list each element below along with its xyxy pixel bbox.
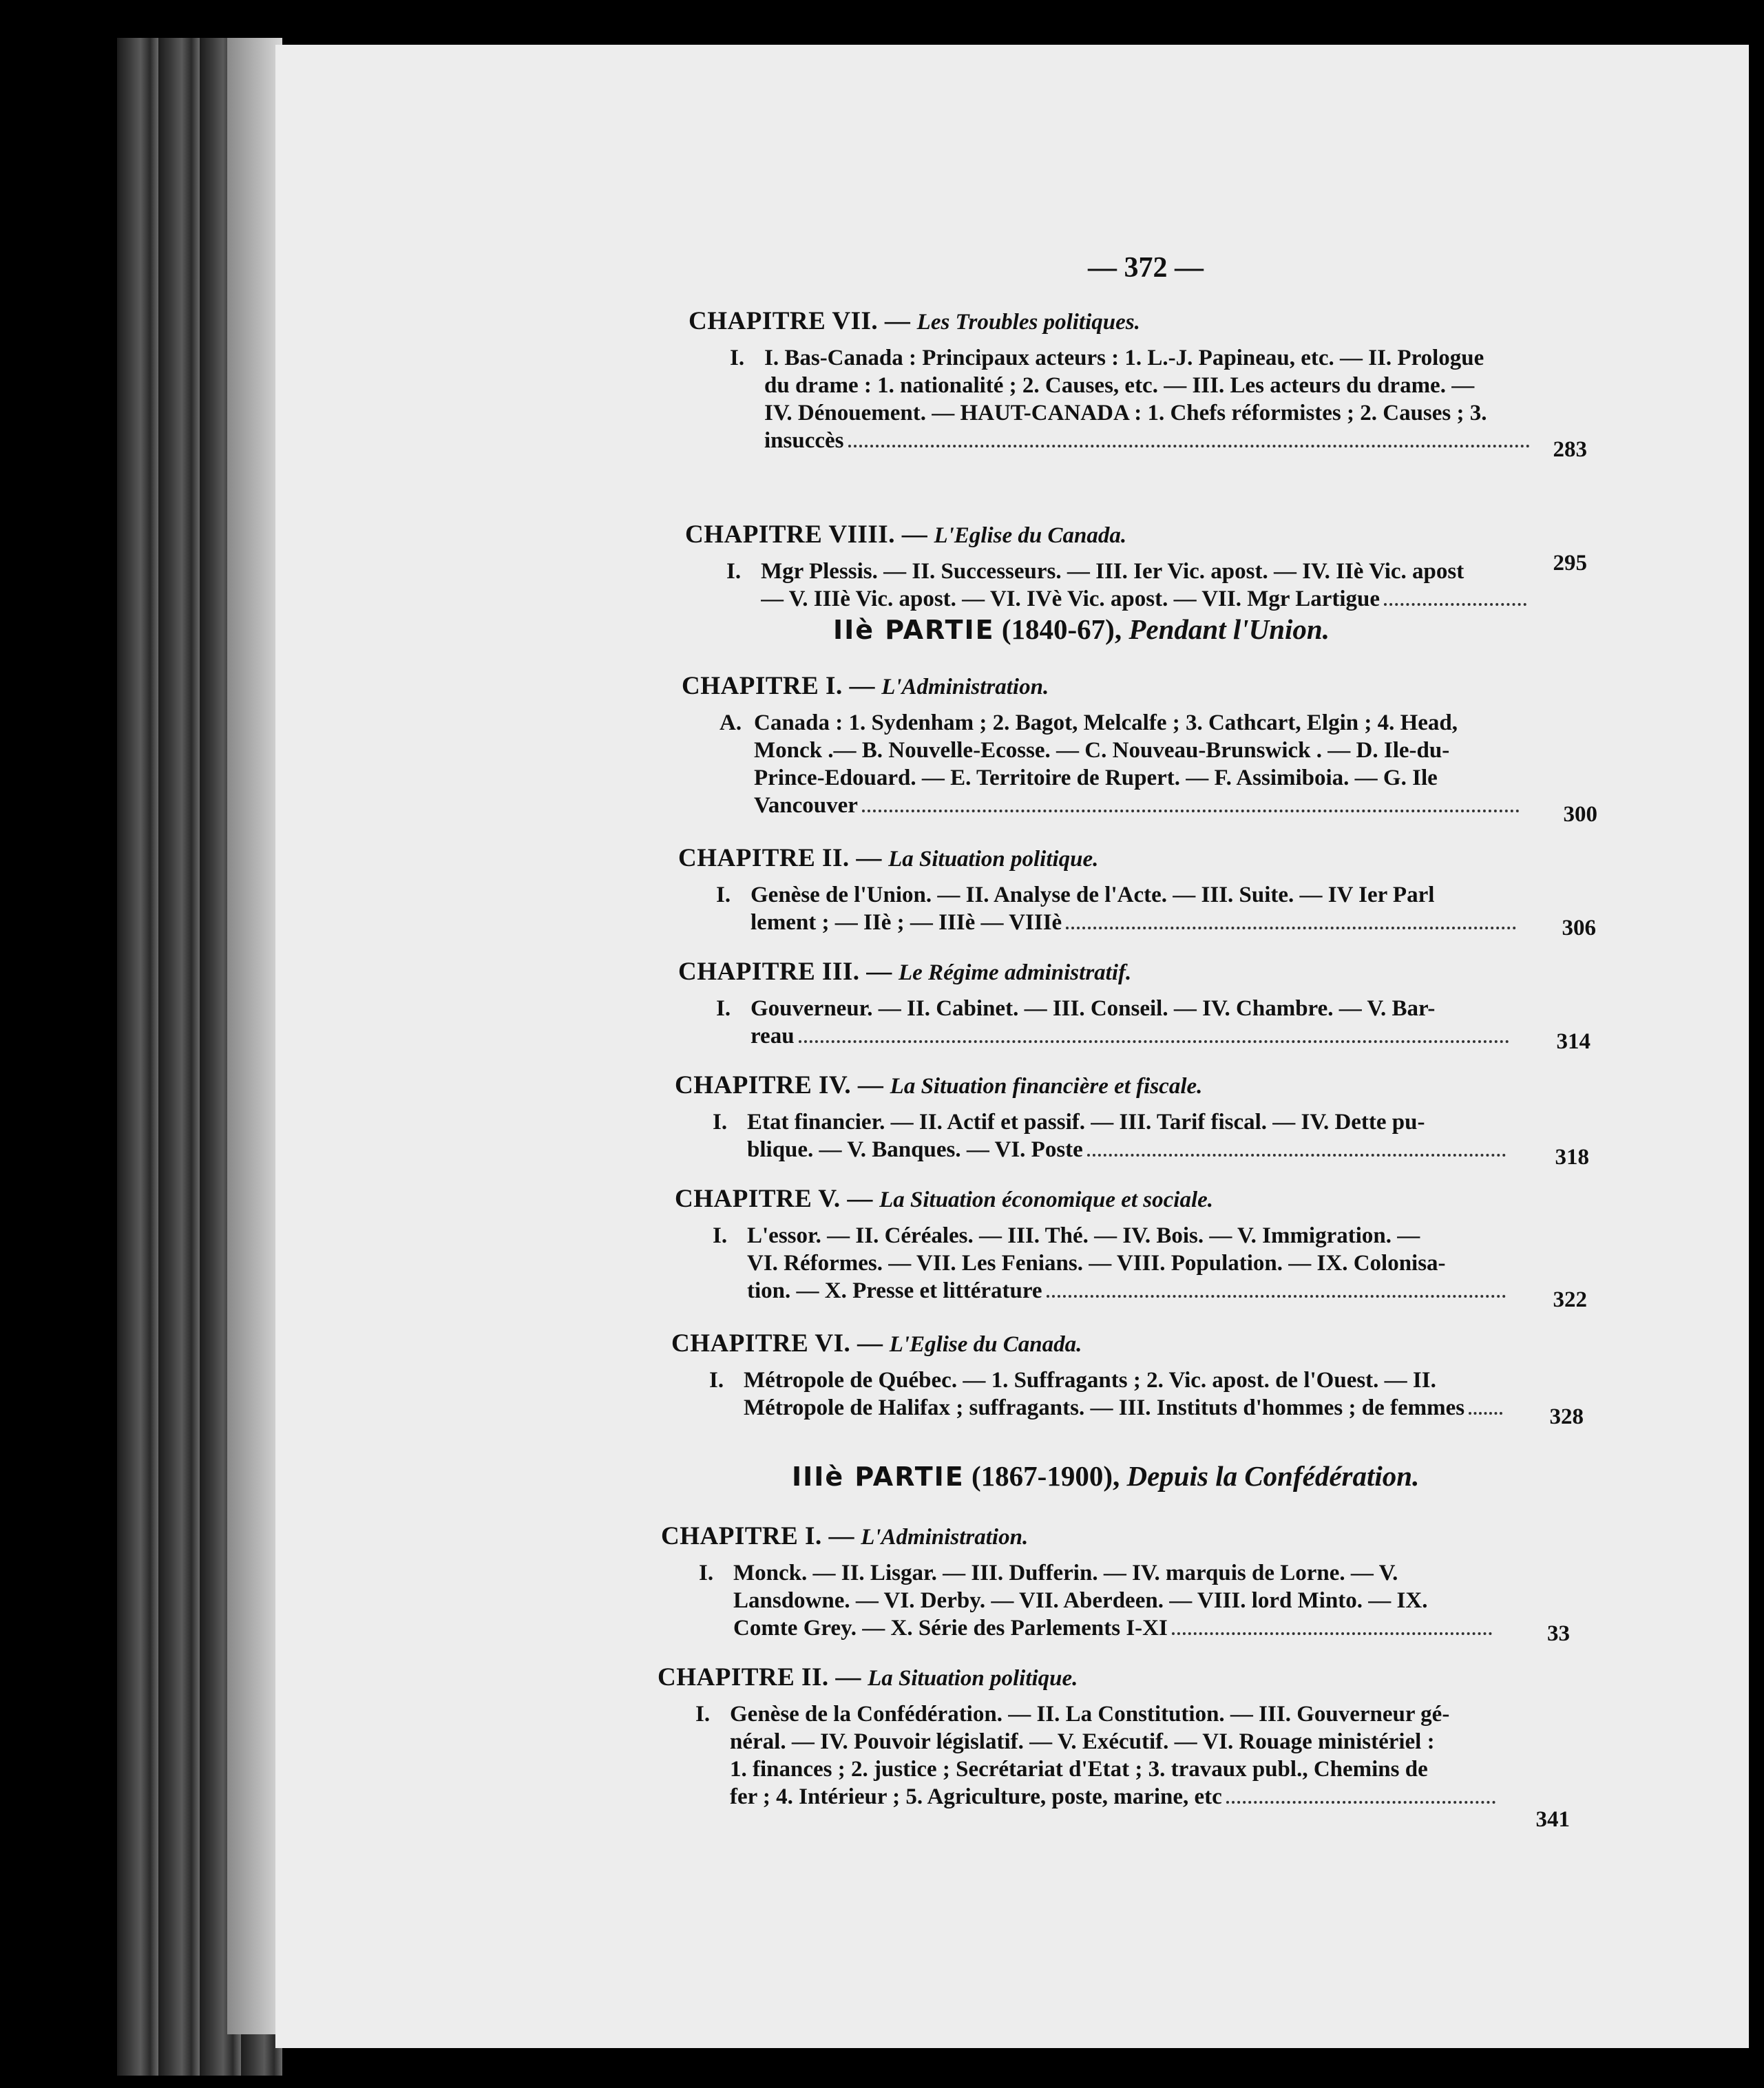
chapter-heading — [689, 306, 1140, 336]
chapter-heading — [671, 1329, 1082, 1358]
entry-text — [744, 1367, 1508, 1422]
entry-line: Genèse de la Confédération. — II. La Constitution. — III. Gouverneur gé- — [730, 1702, 1450, 1727]
dot-leader — [1066, 909, 1516, 929]
chapter-heading — [658, 1663, 1078, 1692]
chapter-label: CHAPITRE IV. — — [675, 1071, 884, 1099]
entry-line: Lansdowne. — VI. Derby. — VII. Aberdeen. — VIII. lord Minto. — IX. — [733, 1588, 1428, 1613]
page-reference: 283 — [1553, 437, 1587, 462]
entry-line: Monck .— B. Nouvelle-Ecosse. — C. Nouveau-Brunswick . — D. Ile-du- — [754, 738, 1450, 763]
dot-leader — [1087, 1136, 1506, 1157]
chapter-label: CHAPITRE III. — — [678, 958, 892, 986]
chapter-heading — [678, 843, 1098, 873]
entry-number: I. — [709, 1368, 724, 1393]
page-edges — [227, 38, 282, 2034]
entry-text — [761, 558, 1532, 613]
part-title: Pendant l'Union. — [1128, 613, 1330, 645]
page-reference: 341 — [1535, 1807, 1570, 1832]
entry-line-text: insuccès — [764, 428, 844, 453]
page-reference: 314 — [1556, 1029, 1590, 1054]
entry-text — [750, 995, 1515, 1050]
entry-number: A. — [720, 710, 742, 735]
part-name: IIè PARTIE — [833, 615, 995, 645]
chapter-title: L'Administration. — [861, 1525, 1029, 1550]
entry-line: Canada : 1. Sydenham ; 2. Bagot, Melcalfe ; 3. Cathcart, Elgin ; 4. Head, — [754, 710, 1458, 735]
entry-line: VI. Réformes. — VII. Les Fenians. — VIII. Population. — IX. Colonisa- — [747, 1251, 1446, 1276]
part-years: (1840-67), — [1001, 613, 1122, 645]
chapter-heading — [675, 1071, 1202, 1100]
part-title: Depuis la Confédération. — [1126, 1460, 1420, 1492]
entry-number: I. — [730, 346, 745, 370]
dot-leader — [1469, 1394, 1502, 1415]
entry-line: néral. — IV. Pouvoir législatif. — V. Exécutif. — VI. Rouage ministériel : — [730, 1729, 1435, 1754]
part-name: IIIè PARTIE — [792, 1462, 965, 1492]
entry-line: Monck. — II. Lisgar. — III. Dufferin. — IV. marquis de Lorne. — V. — [733, 1561, 1398, 1585]
chapter-label: CHAPITRE VII. — — [689, 307, 911, 335]
chapter-title: La Situation politique. — [868, 1666, 1078, 1691]
entry-number: I. — [695, 1702, 711, 1727]
entry-line-text: Métropole de Halifax ; suffragants. — III. Instituts d'hommes ; de femmes — [744, 1395, 1465, 1420]
entry-line: Etat financier. — II. Actif et passif. — III. Tarif fiscal. — IV. Dette pu- — [747, 1110, 1425, 1135]
entry-line-text: blique. — V. Banques. — VI. Poste — [747, 1137, 1083, 1162]
entry-text — [754, 709, 1525, 819]
entry-line — [764, 427, 1535, 454]
entry-line: Mgr Plessis. — II. Successeurs. — III. Ier Vic. apost. — IV. IIè Vic. apost — [761, 559, 1464, 584]
entry-line: Métropole de Québec. — 1. Suffragants ; 2. Vic. apost. de l'Ouest. — II. — [744, 1368, 1436, 1393]
page-reference: 306 — [1562, 916, 1596, 940]
chapter-heading — [685, 520, 1126, 549]
entry-line-text: — V. IIIè Vic. apost. — VI. IVè Vic. apost. — VII. Mgr Lartigue — [761, 587, 1380, 611]
entry-line — [744, 1394, 1508, 1422]
dot-leader — [799, 1022, 1509, 1043]
dot-leader — [1047, 1277, 1506, 1298]
page-reference: 300 — [1563, 802, 1597, 827]
page-reference: 318 — [1555, 1145, 1589, 1170]
entry-line: Genèse de l'Union. — II. Analyse de l'Acte. — III. Suite. — IV Ier Parl — [750, 883, 1435, 907]
entry-text — [747, 1108, 1511, 1163]
dot-leader — [1384, 585, 1526, 606]
page-reference: 295 — [1553, 551, 1587, 576]
entry-line — [754, 792, 1525, 819]
chapter-title: Le Régime administratif. — [899, 960, 1132, 985]
chapter-title: La Situation économique et sociale. — [879, 1188, 1214, 1212]
entry-line-text: lement ; — IIè ; — IIIè — VIIIè — [750, 910, 1062, 935]
entry-text — [747, 1222, 1511, 1305]
dot-leader — [1172, 1614, 1492, 1635]
page-reference: 33 — [1547, 1621, 1570, 1646]
entry-line-text: reau — [750, 1024, 795, 1048]
entry-line: Gouverneur. — II. Cabinet. — III. Conseil. — IV. Chambre. — V. Bar- — [750, 996, 1436, 1021]
dot-leader — [1226, 1783, 1495, 1804]
chapter-label: CHAPITRE I. — — [661, 1522, 854, 1550]
entry-text — [730, 1700, 1501, 1811]
chapter-heading — [678, 957, 1131, 987]
entry-line: Prince-Edouard. — E. Territoire de Rupert. — F. Assimiboia. — G. Ile — [754, 766, 1438, 790]
chapter-heading — [682, 671, 1049, 701]
chapter-title: La Situation financière et fiscale. — [890, 1074, 1203, 1099]
part-heading — [833, 613, 1330, 646]
chapter-label: CHAPITRE I. — — [682, 672, 875, 700]
entry-line: IV. Dénouement. — HAUT-CANADA : 1. Chefs réformistes ; 2. Causes ; 3. — [764, 401, 1487, 425]
entry-line: I. Bas-Canada : Principaux acteurs : 1. L.-J. Papineau, etc. — II. Prologue — [764, 346, 1484, 370]
entry-line — [733, 1614, 1498, 1642]
chapter-title: L'Administration. — [881, 675, 1049, 699]
page-reference: 328 — [1549, 1404, 1584, 1429]
entry-line-text: Vancouver — [754, 793, 858, 818]
chapter-title: L'Eglise du Canada. — [934, 523, 1127, 548]
entry-number: I. — [716, 883, 731, 907]
entry-line — [747, 1277, 1511, 1305]
chapter-title: L'Eglise du Canada. — [889, 1332, 1082, 1357]
part-heading — [792, 1459, 1419, 1493]
entry-line — [761, 585, 1532, 613]
entry-text — [733, 1559, 1498, 1642]
entry-line: L'essor. — II. Céréales. — III. Thé. — IV. Bois. — V. Immigration. — — [747, 1223, 1420, 1248]
chapter-heading — [661, 1521, 1028, 1551]
chapter-label: CHAPITRE VIIII. — — [685, 520, 928, 549]
entry-line — [730, 1783, 1501, 1811]
part-years: (1867-1900), — [972, 1460, 1120, 1492]
dot-leader — [862, 792, 1520, 812]
entry-text — [750, 881, 1522, 936]
entry-number: I. — [716, 996, 731, 1021]
entry-line: 1. finances ; 2. justice ; Secrétariat d'Etat ; 3. travaux publ., Chemins de — [730, 1757, 1428, 1782]
entry-line: du drame : 1. nationalité ; 2. Causes, etc. — III. Les acteurs du drame. — — [764, 373, 1475, 398]
entry-line-text: Comte Grey. — X. Série des Parlements I-XI — [733, 1616, 1168, 1641]
entry-number: I. — [713, 1223, 728, 1248]
chapter-title: Les Troubles politiques. — [916, 310, 1140, 335]
chapter-title: La Situation politique. — [888, 847, 1099, 872]
entry-number: I. — [726, 559, 742, 584]
page-reference: 322 — [1553, 1287, 1587, 1312]
chapter-label: CHAPITRE II. — — [678, 844, 882, 872]
chapter-heading — [675, 1184, 1213, 1214]
entry-line-text: fer ; 4. Intérieur ; 5. Agriculture, poste, marine, etc — [730, 1784, 1222, 1809]
book-page — [275, 45, 1749, 2048]
chapter-label: CHAPITRE II. — — [658, 1663, 861, 1691]
dot-leader — [848, 427, 1531, 447]
chapter-label: CHAPITRE VI. — — [671, 1329, 883, 1358]
entry-line — [750, 909, 1522, 936]
table-of-contents — [275, 45, 1749, 2048]
entry-text — [764, 344, 1535, 454]
entry-number: I. — [713, 1110, 728, 1135]
chapter-label: CHAPITRE V. — — [675, 1185, 873, 1213]
entry-line-text: tion. — X. Presse et littérature — [747, 1278, 1042, 1303]
entry-line — [750, 1022, 1515, 1050]
page-number: — 372 — — [1088, 252, 1204, 284]
entry-number: I. — [699, 1561, 714, 1585]
entry-line — [747, 1136, 1511, 1163]
